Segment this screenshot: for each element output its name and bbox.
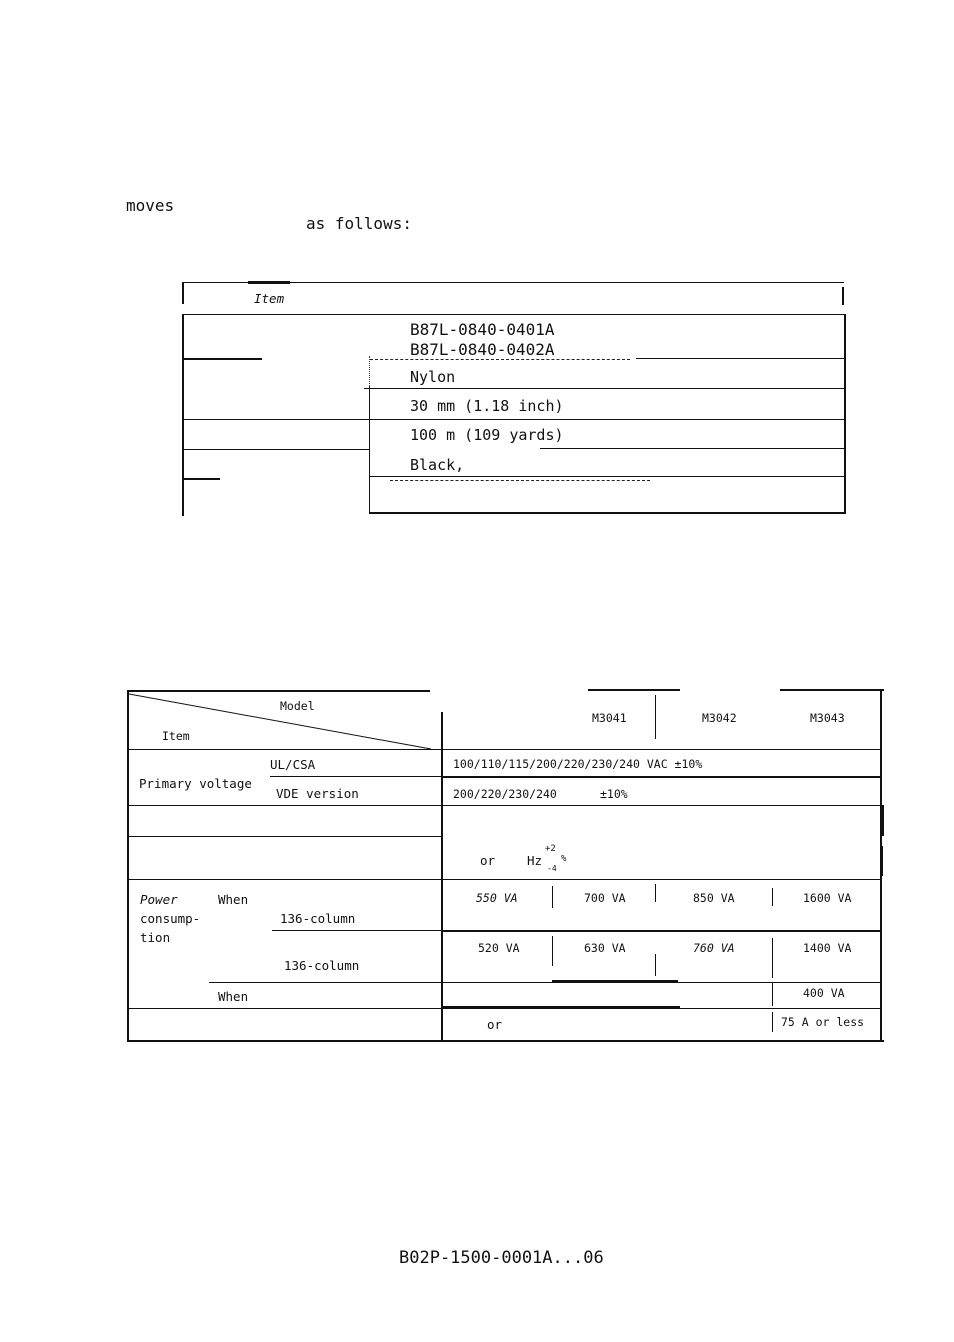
ribbon-length: 100 m (109 yards) <box>410 426 564 444</box>
ribbon-material: Nylon <box>410 368 456 386</box>
current-value: 75 A or less <box>781 1015 865 1029</box>
vde-version-label: VDE version <box>276 786 359 801</box>
ribbon-part-number-2: B87L-0840-0402A <box>410 340 555 359</box>
ribbon-color: Black, <box>410 456 465 474</box>
footer-doc-number: B02P-1500-0001A...06 <box>399 1248 604 1268</box>
ribbon-part-number-1: B87L-0840-0401A <box>410 320 555 339</box>
col136-label-2: 136-column <box>284 958 360 973</box>
frequency-hz: Hz <box>527 853 543 868</box>
power-r1-c2: 700 VA <box>584 891 626 905</box>
vde-voltage-value: 200/220/230/240 <box>453 787 557 801</box>
power-r1-c3: 850 VA <box>693 891 735 905</box>
frequency-or: or <box>480 853 496 868</box>
power-r2-c4: 1400 VA <box>803 941 852 955</box>
corner-model-label: Model <box>280 699 315 713</box>
when-label-1: When <box>218 892 249 907</box>
model-m3041: M3041 <box>592 711 627 725</box>
ul-csa-label: UL/CSA <box>270 757 316 772</box>
power-r2-c3: 760 VA <box>693 941 735 955</box>
when-label-2: When <box>218 989 249 1004</box>
current-or: or <box>487 1017 503 1032</box>
frequency-tol-minus: -4 <box>547 864 557 873</box>
power-r2-c1: 520 VA <box>478 941 520 955</box>
corner-item-label: Item <box>162 729 190 743</box>
ul-voltage-value: 100/110/115/200/220/230/240 VAC ±10% <box>453 757 703 771</box>
power-label-1: Power <box>140 892 178 907</box>
intro-word: moves <box>126 196 175 215</box>
frequency-tol-percent: % <box>561 854 567 864</box>
frequency-tol-plus: +2 <box>545 844 556 854</box>
intro-text: as follows: <box>306 214 412 233</box>
ribbon-width: 30 mm (1.18 inch) <box>410 397 564 415</box>
model-m3042: M3042 <box>702 711 737 725</box>
model-m3043: M3043 <box>810 711 845 725</box>
vde-voltage-tolerance: ±10% <box>600 787 628 801</box>
power-label-2: consump- <box>140 911 201 926</box>
power-r3-c4: 400 VA <box>803 986 845 1000</box>
primary-voltage-label: Primary voltage <box>139 776 252 791</box>
ribbon-header-item: Item <box>254 291 285 306</box>
col136-label-1: 136-column <box>280 911 356 926</box>
power-r1-c1: 550 VA <box>476 891 518 905</box>
power-label-3: tion <box>140 930 171 945</box>
power-r2-c2: 630 VA <box>584 941 626 955</box>
power-r1-c4: 1600 VA <box>803 891 852 905</box>
